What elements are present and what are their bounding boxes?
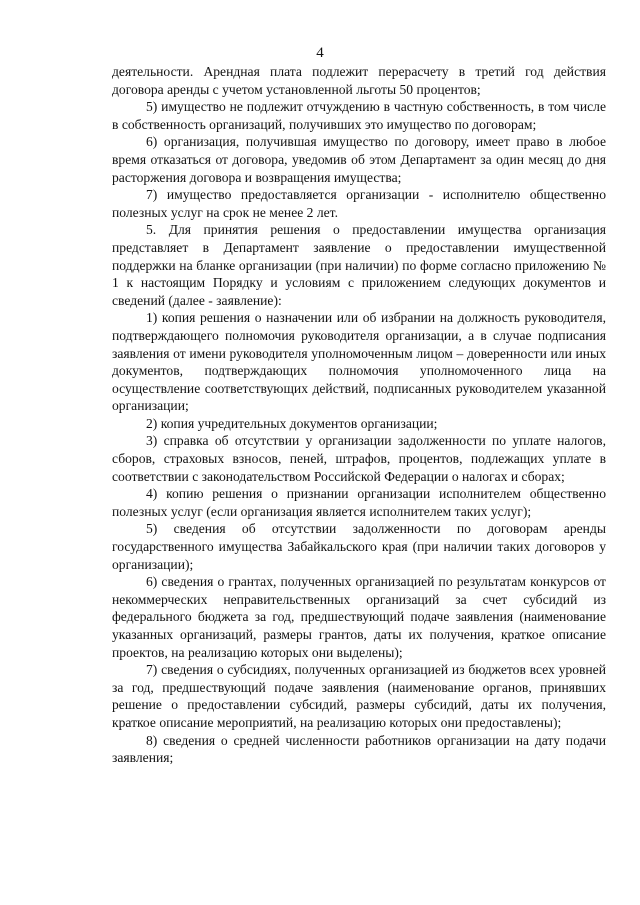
paragraph-doc-3: 3) справка об отсутствии у организации задолженности по уплате налогов, сборов, страховых взносов, пеней, штрафов, процентов, подлежащих уплате в соответствии с законодательством Российской Федерации о налогах и сборах; [112,433,606,484]
paragraph-section-5: 5. Для принятия решения о предоставлении имущества организация представляет в Департамент заявление о предоставлении имущественной поддержки на бланке организации (при наличии) по форме согласно приложению № 1 к настоящим Порядку и условиям с приложением следующих документов и сведений (далее - заявление): [112,222,606,308]
paragraph-doc-4: 4) копию решения о признании организации исполнителем общественно полезных услуг (если организация является исполнителем таких услуг); [112,486,606,519]
paragraph-doc-8: 8) сведения о средней численности работников организации на дату подачи заявления; [112,732,606,766]
paragraph-item-7: 7) имущество предоставляется организации - исполнителю общественно полезных услуг на срок не менее 2 лет. [112,187,606,220]
paragraph-doc-7: 7) сведения о субсидиях, полученных организацией из бюджетов всех уровней за год, предшествующий подаче заявления (наименование органов, принявших решение о предоставлении субсидий, размеры субсидий, даты их получения, краткое описание мероприятий, на реализацию которых они предоставлены); [112,662,606,730]
paragraph-doc-6: 6) сведения о грантах, полученных организацией по результатам конкурсов от некоммерческих неправительственных организаций за счет субсидий из федерального бюджета за год, предшествующий подаче заявления (наименование указанных организаций, размеры грантов, даты их получения, краткое описание проектов, на реализацию которых они выделены); [112,574,606,660]
paragraph-doc-2: 2) копия учредительных документов организации; [146,415,438,431]
paragraph-item-5: 5) имущество не подлежит отчуждению в частную собственность, в том числе в собственность организаций, получивших это имущество по договорам; [112,99,606,132]
paragraph-continuation: деятельности. Арендная плата подлежит перерасчету в третий год действия договора аренды с учетом установленной льготы 50 процентов; [112,64,606,97]
page-number: 4 [316,45,324,61]
document-body [112,63,606,767]
paragraph-doc-1: 1) копия решения о назначении или об избрании на должность руководителя, подтверждающего полномочия руководителя организации, а в случае подписания заявления от имени руководителя уполномоченным лицом – доверенности или иных документов, подтверждающих полномочия уполномоченного лица на осуществление соответствующих действий, подписанных руководителем указанной организации; [112,310,606,414]
paragraph-doc-5: 5) сведения об отсутствии задолженности по договорам аренды государственного имущества Забайкальского края (при наличии таких договоров у организации); [112,521,606,572]
paragraph-item-6: 6) организация, получившая имущество по договору, имеет право в любое время отказаться от договора, уведомив об этом Департамент за один месяц до дня расторжения договора и возвращения имущества; [112,134,606,185]
